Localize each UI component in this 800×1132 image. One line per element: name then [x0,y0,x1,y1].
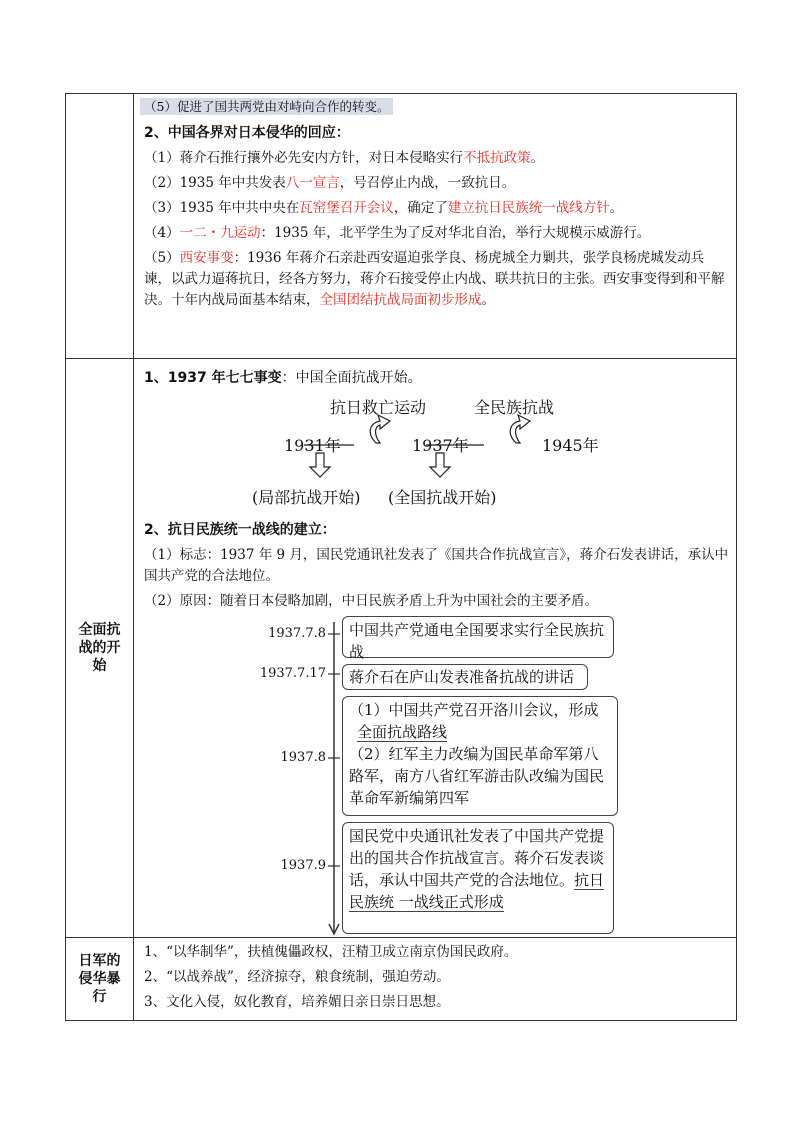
row-label-empty [66,94,134,358]
timeline-label-national: 全民族抗战 [474,398,555,417]
row-responses [66,94,736,358]
heading-july7: 1、1937 年七七事变：中国全面抗战开始。 [144,370,422,386]
item-5: （5）西安事变：1936 年蒋介石亲赴西安逼迫张学良、杨虎城全力剿共，张学良杨虎城发动兵谏，以武力逼蒋抗日，经各方努力，蒋介石接受停止内战、联共抗日的主张。西安事变得到和平解决。十年内战局面基本结束，全国团结抗战局面初步形成。 [144,250,725,308]
atrocity-3: 3、文化入侵，奴化教育，培养媚日亲日崇日思想。 [144,994,450,1010]
row-label: 全面抗战的开始 [66,359,134,937]
chain-box-4-text: 国民党中央通讯社发表了中国共产党提出的国共合作抗战宣言。蒋介石发表谈话，承认中国共产党的合法地位。 [349,827,605,889]
chain-box-3-line1: （1）中国共产党召开洛川会议，形成 [349,701,599,719]
row-content [134,359,736,937]
highlight-line: （5）促进了国共两党由对峙向合作的转变。 [144,96,730,118]
item-3: （3）1935 年中共中央在瓦窑堡召开会议，确定了建立抗日民族统一战线方针。 [144,200,624,216]
item-2: （2）1935 年中共发表八一宣言，号召停止内战，一致抗日。 [144,175,516,191]
paragraph-symbol: （1）标志：1937 年 9 月，国民党通讯社发表了《国共合作抗战宣言》，蒋介石发表讲话，承认中国共产党的合法地位。 [144,547,729,584]
atrocity-1: 1、“以华制华”，扶植傀儡政权，汪精卫成立南京伪国民政府。 [144,944,518,960]
timeline-year-1937: 1937年 [412,436,469,455]
heading-united-front: 2、抗日民族统一战线的建立： [144,522,336,538]
item-1: （1）蒋介石推行攘外必先安内方针，对日本侵略实行不抵抗政策。 [144,150,545,166]
timeline-year-1945: 1945年 [542,436,599,455]
chain-date-3: 1937.8 [280,750,326,765]
timeline-partial-war: (局部抗战开始) [252,488,361,507]
chain-box-2: 蒋介石在庐山发表准备抗战的讲话 [342,664,588,690]
chain-box-3-route: 全面抗战路线 [357,723,448,741]
chain-date-2: 1937.7.17 [259,666,326,681]
chain-box-3-line2: （2）红军主力改编为国民革命军第八路军，南方八省红军游击队改编为国民革命军新编第四军 [349,745,605,807]
chain-date-1: 1937.7.8 [268,626,326,641]
history-table [65,93,737,1021]
row-content [134,94,736,358]
row-full-war [66,358,736,937]
row-atrocities [66,937,736,1020]
chain-box-3 [342,696,618,816]
row-label: 日军的侵华暴行 [66,938,134,1020]
chain-box-4-conclusion: 抗日民族统 一战线正式形成 [349,871,605,911]
timeline-year-1931: 1931年 [284,436,341,455]
chain-box-1: 中国共产党通电全国要求实行全民族抗战 [342,616,614,658]
item-4: （4）一二・九运动：1935 年，北平学生为了反对华北自治，举行大规模示威游行。 [144,225,651,241]
timeline-diagram [144,393,730,513]
paragraph-reason: （2）原因：随着日本侵略加剧，中日民族矛盾上升为中国社会的主要矛盾。 [144,593,599,609]
chain-date-4: 1937.9 [280,858,326,873]
timeline-label-rescue: 抗日救亡运动 [330,398,427,417]
row-content [134,938,736,1020]
chain-box-4 [342,822,614,934]
timeline-full-war: (全国抗战开始) [388,488,497,507]
section-heading: 2、中国各界对日本侵华的回应： [144,125,350,141]
atrocity-2: 2、“以战养战”，经济掠夺，粮食统制，强迫劳动。 [144,969,450,985]
event-chain [144,616,730,944]
